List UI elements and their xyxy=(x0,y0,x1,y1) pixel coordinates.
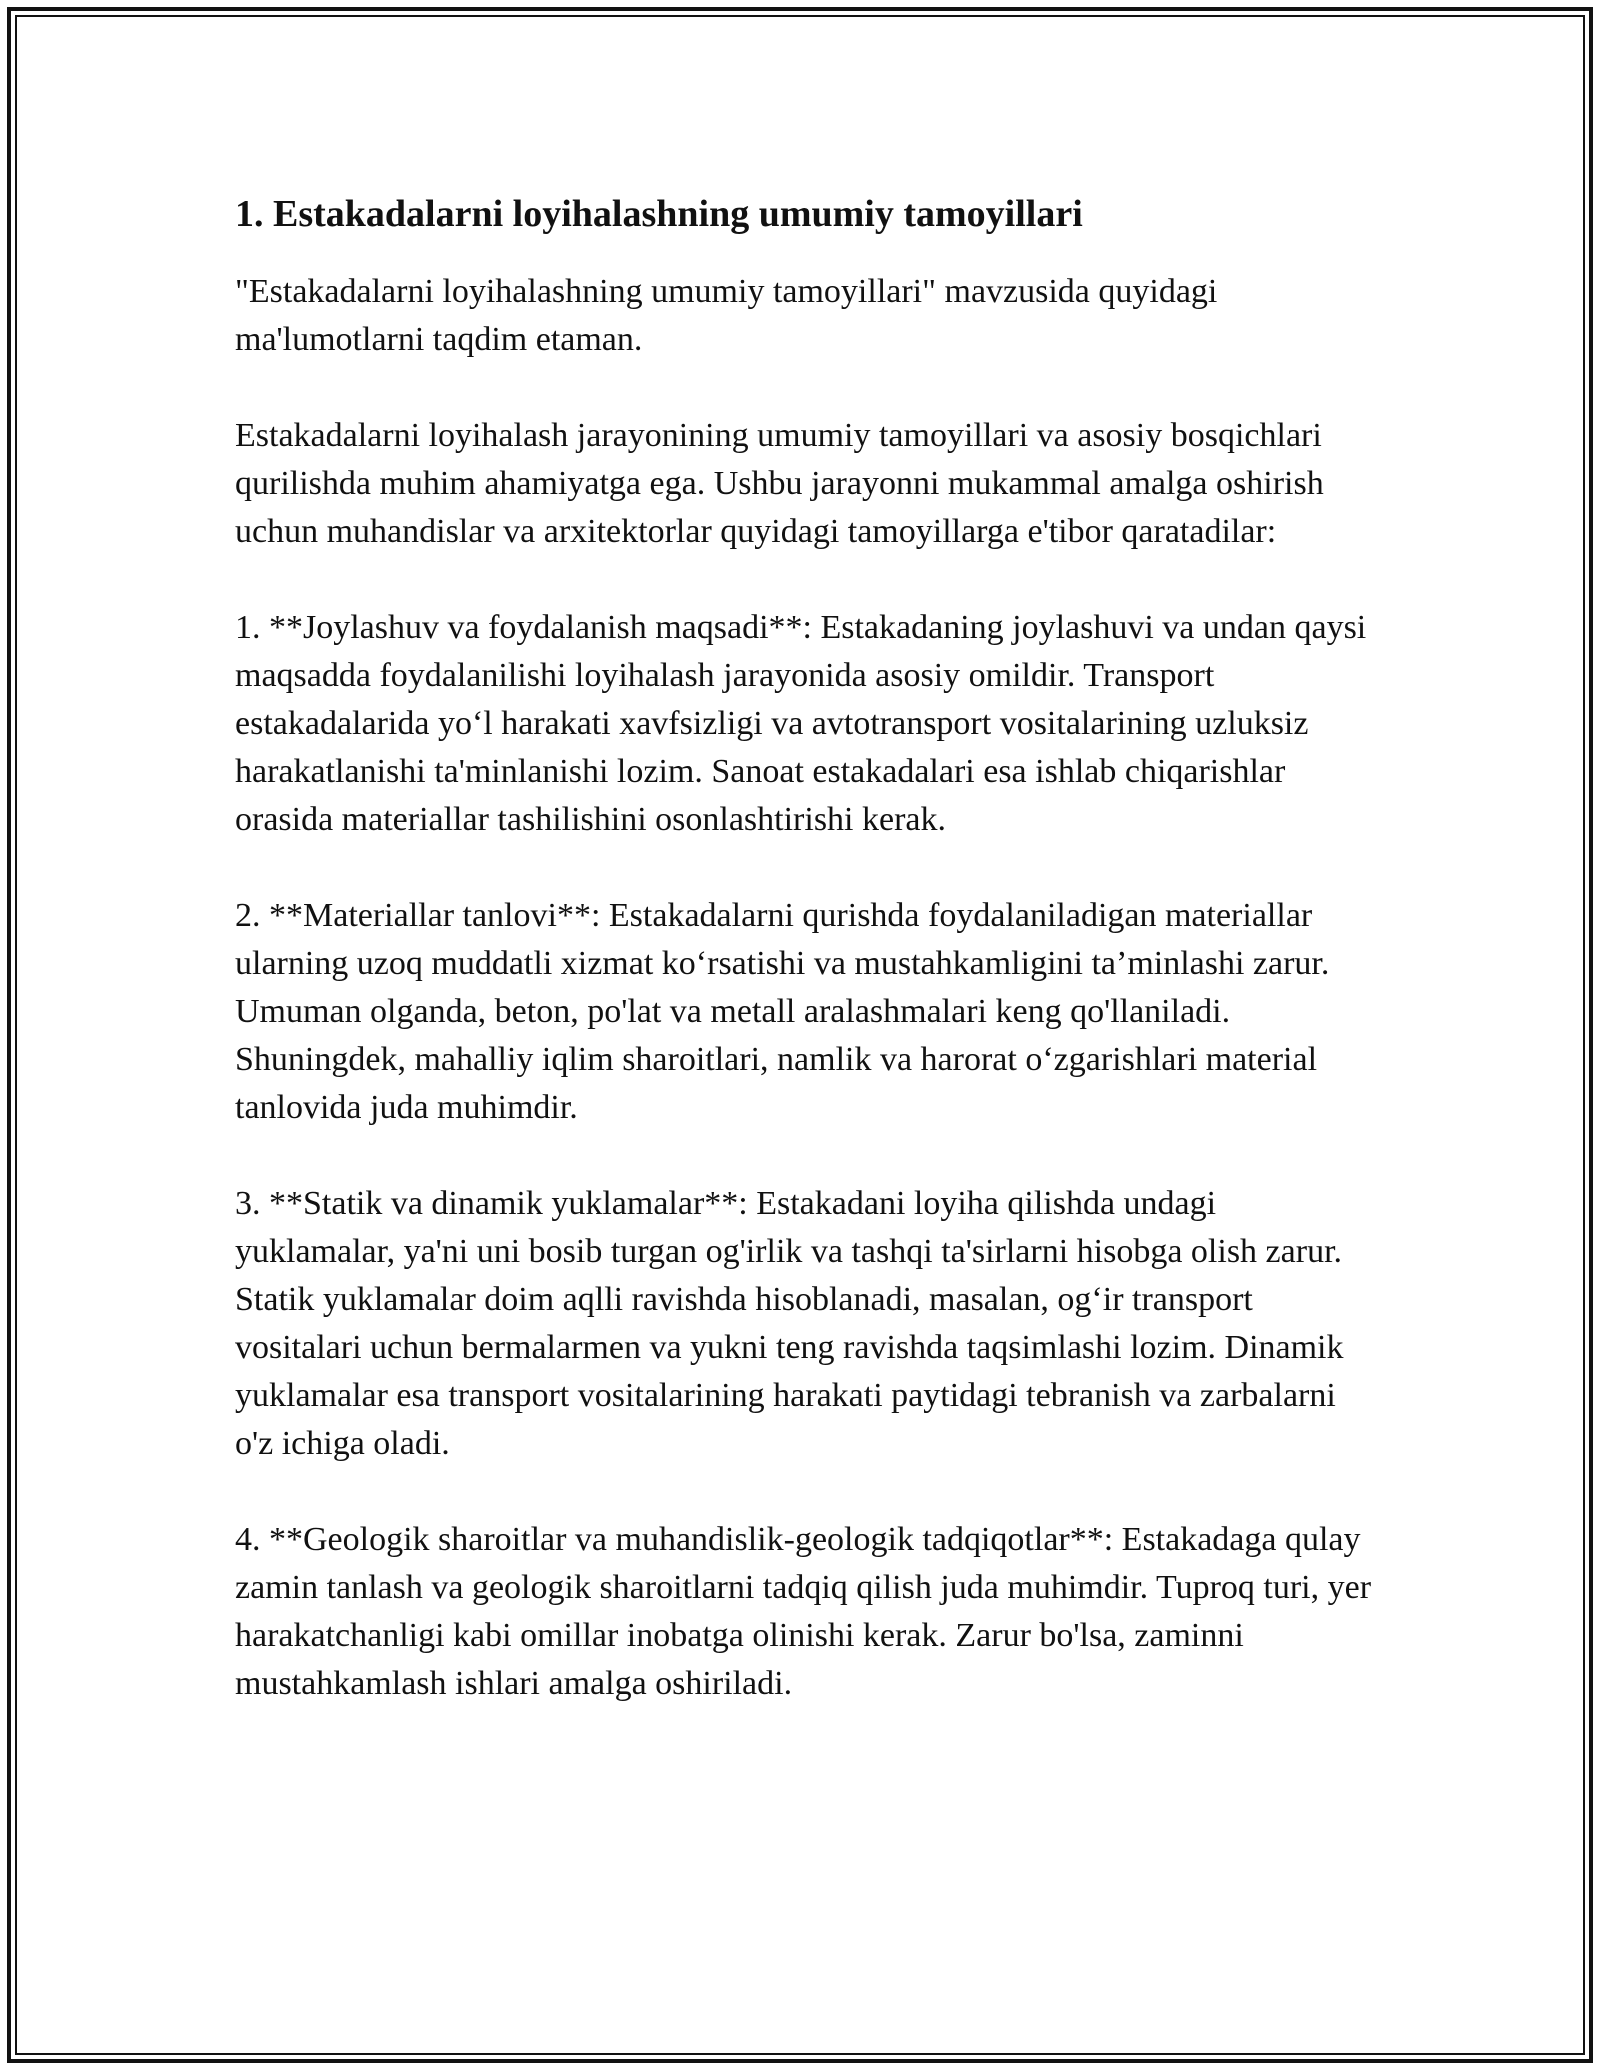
principles-intro-paragraph: Estakadalarni loyihalash jarayonining umumiy tamoyillari va asosiy bosqichlari qurilishda muhim ahamiyatga ega. Ushbu jarayonni mukammal amalga oshirish uchun muhandislar va arxitektorlar quyidagi tamoyillarga e'tibor qaratadilar: xyxy=(235,417,1324,550)
principle-2-paragraph: 2. **Materiallar tanlovi**: Estakadalarni qurishda foydalaniladigan materiallar ularning uzoq muddatli xizmat ko‘rsatishi va mustahkamligini ta’minlashi zarur. Umuman olganda, beton, po'lat va metall aralashmalari keng qo'llaniladi. Shuningdek, mahalliy iqlim sharoitlari, namlik va harorat o‘zgarishlari material tanlovida juda muhimdir. xyxy=(235,897,1330,1126)
principle-3-paragraph: 3. **Statik va dinamik yuklamalar**: Estakadani loyiha qilishda undagi yuklamalar, ya'ni uni bosib turgan og'irlik va tashqi ta'sirlarni hisobga olish zarur. Statik yuklamalar doim aqlli ravishda hisoblanadi, masalan, og‘ir transport vositalari uchun bermalarmen va yukni teng ravishda taqsimlashi lozim. Dinamik yuklamalar esa transport vositalarining harakati paytidagi tebranish va zarbalarni o'z ichiga oladi. xyxy=(235,1185,1344,1462)
document-body xyxy=(235,190,1375,1756)
principle-4-paragraph: 4. **Geologik sharoitlar va muhandislik-geologik tadqiqotlar**: Estakadaga qulay zamin tanlash va geologik sharoitlarni tadqiq qilish juda muhimdir. Tuproq turi, yer harakatchanligi kabi omillar inobatga olinishi kerak. Zarur bo'lsa, zaminni mustahkamlash ishlari amalga oshiriladi. xyxy=(235,1521,1372,1702)
document-title: 1. Estakadalarni loyihalashning umumiy tamoyillari xyxy=(235,193,1083,235)
intro-paragraph: "Estakadalarni loyihalashning umumiy tamoyillari" mavzusida quyidagi ma'lumotlarni taqdim etaman. xyxy=(235,273,1218,358)
principle-1-paragraph: 1. **Joylashuv va foydalanish maqsadi**: Estakadaning joylashuvi va undan qaysi maqsadda foydalanilishi loyihalash jarayonida asosiy omildir. Transport estakadalarida yo‘l harakati xavfsizligi va avtotransport vositalarining uzluksiz harakatlanishi ta'minlanishi lozim. Sanoat estakadalari esa ishlab chiqarishlar orasida materiallar tashilishini osonlashtirishi kerak. xyxy=(235,609,1367,838)
